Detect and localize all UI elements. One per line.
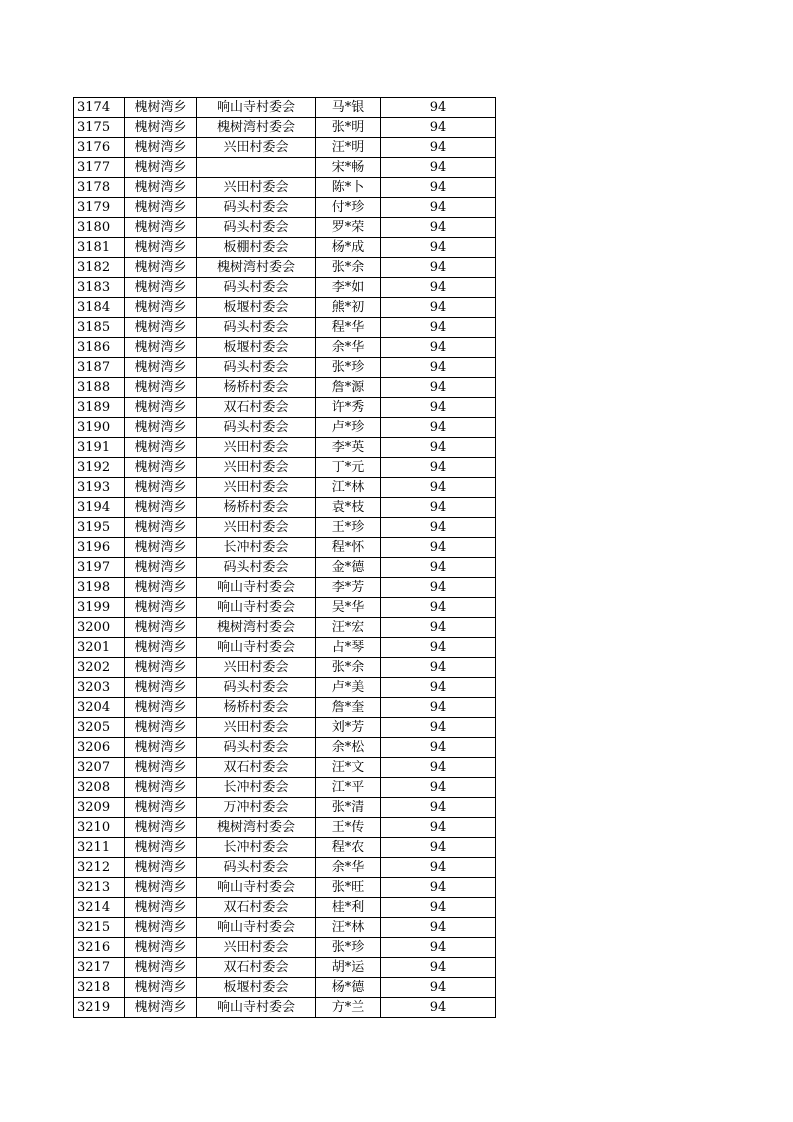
score-cell: 94 xyxy=(381,518,496,538)
score-cell: 94 xyxy=(381,138,496,158)
table-row xyxy=(74,238,496,258)
score-cell: 94 xyxy=(381,338,496,358)
record-number-cell: 3185 xyxy=(74,318,125,338)
township-cell: 槐树湾乡 xyxy=(125,998,197,1018)
village-committee-cell: 兴田村委会 xyxy=(197,938,316,958)
score-cell: 94 xyxy=(381,618,496,638)
table-row xyxy=(74,958,496,978)
township-cell: 槐树湾乡 xyxy=(125,418,197,438)
township-cell: 槐树湾乡 xyxy=(125,678,197,698)
village-committee-cell: 兴田村委会 xyxy=(197,438,316,458)
score-cell: 94 xyxy=(381,698,496,718)
score-cell: 94 xyxy=(381,358,496,378)
village-committee-cell: 双石村委会 xyxy=(197,958,316,978)
township-cell: 槐树湾乡 xyxy=(125,358,197,378)
table-row xyxy=(74,518,496,538)
score-cell: 94 xyxy=(381,318,496,338)
village-committee-cell: 码头村委会 xyxy=(197,558,316,578)
table-row xyxy=(74,178,496,198)
township-cell: 槐树湾乡 xyxy=(125,338,197,358)
score-cell: 94 xyxy=(381,478,496,498)
table-row xyxy=(74,918,496,938)
record-number-cell: 3179 xyxy=(74,198,125,218)
score-cell: 94 xyxy=(381,658,496,678)
score-cell: 94 xyxy=(381,598,496,618)
record-number-cell: 3214 xyxy=(74,898,125,918)
table-row xyxy=(74,418,496,438)
table-row xyxy=(74,938,496,958)
table-row xyxy=(74,438,496,458)
village-committee-cell: 码头村委会 xyxy=(197,198,316,218)
village-committee-cell: 板堰村委会 xyxy=(197,338,316,358)
score-cell: 94 xyxy=(381,938,496,958)
person-name-cell: 程*农 xyxy=(316,838,381,858)
score-cell: 94 xyxy=(381,838,496,858)
village-committee-cell: 码头村委会 xyxy=(197,678,316,698)
person-name-cell: 江*平 xyxy=(316,778,381,798)
person-name-cell: 张*余 xyxy=(316,658,381,678)
person-name-cell: 桂*利 xyxy=(316,898,381,918)
score-cell: 94 xyxy=(381,878,496,898)
record-number-cell: 3200 xyxy=(74,618,125,638)
village-committee-cell: 兴田村委会 xyxy=(197,718,316,738)
score-cell: 94 xyxy=(381,258,496,278)
township-cell: 槐树湾乡 xyxy=(125,778,197,798)
table-row xyxy=(74,498,496,518)
village-committee-cell: 板棚村委会 xyxy=(197,238,316,258)
record-number-cell: 3190 xyxy=(74,418,125,438)
table-row xyxy=(74,458,496,478)
village-committee-cell: 码头村委会 xyxy=(197,418,316,438)
table-row xyxy=(74,718,496,738)
record-number-cell: 3181 xyxy=(74,238,125,258)
score-cell: 94 xyxy=(381,898,496,918)
record-number-cell: 3210 xyxy=(74,818,125,838)
table-row xyxy=(74,538,496,558)
township-cell: 槐树湾乡 xyxy=(125,578,197,598)
table-row xyxy=(74,978,496,998)
record-number-cell: 3191 xyxy=(74,438,125,458)
table-row xyxy=(74,818,496,838)
person-name-cell: 袁*枝 xyxy=(316,498,381,518)
table-row xyxy=(74,658,496,678)
township-cell: 槐树湾乡 xyxy=(125,438,197,458)
score-cell: 94 xyxy=(381,158,496,178)
table-row xyxy=(74,738,496,758)
township-cell: 槐树湾乡 xyxy=(125,238,197,258)
record-number-cell: 3211 xyxy=(74,838,125,858)
score-cell: 94 xyxy=(381,118,496,138)
record-number-cell: 3205 xyxy=(74,718,125,738)
score-cell: 94 xyxy=(381,558,496,578)
table-row xyxy=(74,278,496,298)
table-row xyxy=(74,798,496,818)
person-name-cell: 卢*美 xyxy=(316,678,381,698)
village-committee-cell: 响山寺村委会 xyxy=(197,98,316,118)
score-cell: 94 xyxy=(381,378,496,398)
village-committee-cell: 兴田村委会 xyxy=(197,478,316,498)
record-number-cell: 3203 xyxy=(74,678,125,698)
township-cell: 槐树湾乡 xyxy=(125,918,197,938)
table-row xyxy=(74,878,496,898)
person-name-cell: 宋*畅 xyxy=(316,158,381,178)
village-committee-cell: 码头村委会 xyxy=(197,218,316,238)
person-name-cell: 胡*运 xyxy=(316,958,381,978)
township-cell: 槐树湾乡 xyxy=(125,878,197,898)
person-name-cell: 刘*芳 xyxy=(316,718,381,738)
score-cell: 94 xyxy=(381,98,496,118)
roster-body xyxy=(74,98,496,1018)
record-number-cell: 3183 xyxy=(74,278,125,298)
roster-table xyxy=(73,97,496,1018)
person-name-cell: 汪*明 xyxy=(316,138,381,158)
record-number-cell: 3209 xyxy=(74,798,125,818)
score-cell: 94 xyxy=(381,778,496,798)
person-name-cell: 罗*荣 xyxy=(316,218,381,238)
table-row xyxy=(74,858,496,878)
township-cell: 槐树湾乡 xyxy=(125,478,197,498)
person-name-cell: 詹*奎 xyxy=(316,698,381,718)
village-committee-cell: 长冲村委会 xyxy=(197,838,316,858)
table-row xyxy=(74,358,496,378)
village-committee-cell: 槐树湾村委会 xyxy=(197,818,316,838)
table-row xyxy=(74,138,496,158)
table-row xyxy=(74,578,496,598)
person-name-cell: 吴*华 xyxy=(316,598,381,618)
village-committee-cell: 槐树湾村委会 xyxy=(197,618,316,638)
table-row xyxy=(74,318,496,338)
person-name-cell: 金*德 xyxy=(316,558,381,578)
table-row xyxy=(74,998,496,1018)
score-cell: 94 xyxy=(381,398,496,418)
score-cell: 94 xyxy=(381,978,496,998)
township-cell: 槐树湾乡 xyxy=(125,978,197,998)
person-name-cell: 熊*初 xyxy=(316,298,381,318)
table-row xyxy=(74,298,496,318)
score-cell: 94 xyxy=(381,798,496,818)
table-row xyxy=(74,778,496,798)
village-committee-cell: 响山寺村委会 xyxy=(197,998,316,1018)
person-name-cell: 李*如 xyxy=(316,278,381,298)
township-cell: 槐树湾乡 xyxy=(125,118,197,138)
village-committee-cell: 杨桥村委会 xyxy=(197,498,316,518)
person-name-cell: 余*松 xyxy=(316,738,381,758)
person-name-cell: 丁*元 xyxy=(316,458,381,478)
person-name-cell: 张*珍 xyxy=(316,938,381,958)
record-number-cell: 3217 xyxy=(74,958,125,978)
township-cell: 槐树湾乡 xyxy=(125,498,197,518)
record-number-cell: 3188 xyxy=(74,378,125,398)
village-committee-cell: 双石村委会 xyxy=(197,398,316,418)
township-cell: 槐树湾乡 xyxy=(125,538,197,558)
record-number-cell: 3213 xyxy=(74,878,125,898)
table-row xyxy=(74,198,496,218)
score-cell: 94 xyxy=(381,718,496,738)
village-committee-cell: 码头村委会 xyxy=(197,358,316,378)
score-cell: 94 xyxy=(381,538,496,558)
table-row xyxy=(74,758,496,778)
record-number-cell: 3201 xyxy=(74,638,125,658)
score-cell: 94 xyxy=(381,918,496,938)
record-number-cell: 3177 xyxy=(74,158,125,178)
record-number-cell: 3215 xyxy=(74,918,125,938)
village-committee-cell: 长冲村委会 xyxy=(197,538,316,558)
table-row xyxy=(74,838,496,858)
record-number-cell: 3192 xyxy=(74,458,125,478)
township-cell: 槐树湾乡 xyxy=(125,198,197,218)
table-row xyxy=(74,898,496,918)
village-committee-cell: 万冲村委会 xyxy=(197,798,316,818)
table-row xyxy=(74,478,496,498)
score-cell: 94 xyxy=(381,738,496,758)
village-committee-cell: 响山寺村委会 xyxy=(197,918,316,938)
record-number-cell: 3202 xyxy=(74,658,125,678)
village-committee-cell: 响山寺村委会 xyxy=(197,878,316,898)
township-cell: 槐树湾乡 xyxy=(125,298,197,318)
person-name-cell: 杨*德 xyxy=(316,978,381,998)
person-name-cell: 汪*文 xyxy=(316,758,381,778)
table-row xyxy=(74,678,496,698)
table-row xyxy=(74,98,496,118)
person-name-cell: 张*清 xyxy=(316,798,381,818)
village-committee-cell: 板堰村委会 xyxy=(197,298,316,318)
table-row xyxy=(74,618,496,638)
record-number-cell: 3216 xyxy=(74,938,125,958)
table-row xyxy=(74,338,496,358)
score-cell: 94 xyxy=(381,458,496,478)
township-cell: 槐树湾乡 xyxy=(125,938,197,958)
person-name-cell: 方*兰 xyxy=(316,998,381,1018)
village-committee-cell: 杨桥村委会 xyxy=(197,698,316,718)
score-cell: 94 xyxy=(381,278,496,298)
township-cell: 槐树湾乡 xyxy=(125,698,197,718)
person-name-cell: 张*珍 xyxy=(316,358,381,378)
record-number-cell: 3219 xyxy=(74,998,125,1018)
person-name-cell: 詹*源 xyxy=(316,378,381,398)
record-number-cell: 3175 xyxy=(74,118,125,138)
score-cell: 94 xyxy=(381,178,496,198)
table-row xyxy=(74,598,496,618)
record-number-cell: 3198 xyxy=(74,578,125,598)
village-committee-cell: 双石村委会 xyxy=(197,898,316,918)
village-committee-cell: 兴田村委会 xyxy=(197,658,316,678)
person-name-cell: 李*芳 xyxy=(316,578,381,598)
person-name-cell: 陈*卜 xyxy=(316,178,381,198)
village-committee-cell: 码头村委会 xyxy=(197,318,316,338)
record-number-cell: 3207 xyxy=(74,758,125,778)
township-cell: 槐树湾乡 xyxy=(125,758,197,778)
person-name-cell: 程*怀 xyxy=(316,538,381,558)
score-cell: 94 xyxy=(381,238,496,258)
score-cell: 94 xyxy=(381,218,496,238)
township-cell: 槐树湾乡 xyxy=(125,138,197,158)
record-number-cell: 3204 xyxy=(74,698,125,718)
township-cell: 槐树湾乡 xyxy=(125,798,197,818)
score-cell: 94 xyxy=(381,418,496,438)
record-number-cell: 3218 xyxy=(74,978,125,998)
person-name-cell: 马*银 xyxy=(316,98,381,118)
village-committee-cell: 杨桥村委会 xyxy=(197,378,316,398)
person-name-cell: 王*传 xyxy=(316,818,381,838)
township-cell: 槐树湾乡 xyxy=(125,638,197,658)
township-cell: 槐树湾乡 xyxy=(125,818,197,838)
score-cell: 94 xyxy=(381,638,496,658)
record-number-cell: 3178 xyxy=(74,178,125,198)
score-cell: 94 xyxy=(381,198,496,218)
score-cell: 94 xyxy=(381,578,496,598)
record-number-cell: 3194 xyxy=(74,498,125,518)
record-number-cell: 3208 xyxy=(74,778,125,798)
township-cell: 槐树湾乡 xyxy=(125,838,197,858)
township-cell: 槐树湾乡 xyxy=(125,738,197,758)
township-cell: 槐树湾乡 xyxy=(125,858,197,878)
record-number-cell: 3182 xyxy=(74,258,125,278)
village-committee-cell: 码头村委会 xyxy=(197,858,316,878)
person-name-cell: 余*华 xyxy=(316,858,381,878)
score-cell: 94 xyxy=(381,818,496,838)
record-number-cell: 3196 xyxy=(74,538,125,558)
table-row xyxy=(74,398,496,418)
village-committee-cell: 兴田村委会 xyxy=(197,178,316,198)
record-number-cell: 3193 xyxy=(74,478,125,498)
score-cell: 94 xyxy=(381,298,496,318)
township-cell: 槐树湾乡 xyxy=(125,278,197,298)
table-row xyxy=(74,558,496,578)
record-number-cell: 3212 xyxy=(74,858,125,878)
township-cell: 槐树湾乡 xyxy=(125,658,197,678)
record-number-cell: 3197 xyxy=(74,558,125,578)
person-name-cell: 汪*林 xyxy=(316,918,381,938)
village-committee-cell: 长冲村委会 xyxy=(197,778,316,798)
score-cell: 94 xyxy=(381,678,496,698)
township-cell: 槐树湾乡 xyxy=(125,558,197,578)
person-name-cell: 张*余 xyxy=(316,258,381,278)
village-committee-cell: 响山寺村委会 xyxy=(197,598,316,618)
township-cell: 槐树湾乡 xyxy=(125,598,197,618)
score-cell: 94 xyxy=(381,758,496,778)
township-cell: 槐树湾乡 xyxy=(125,258,197,278)
village-committee-cell: 槐树湾村委会 xyxy=(197,118,316,138)
township-cell: 槐树湾乡 xyxy=(125,318,197,338)
score-cell: 94 xyxy=(381,998,496,1018)
score-cell: 94 xyxy=(381,498,496,518)
table-row xyxy=(74,378,496,398)
person-name-cell: 李*英 xyxy=(316,438,381,458)
township-cell: 槐树湾乡 xyxy=(125,618,197,638)
person-name-cell: 付*珍 xyxy=(316,198,381,218)
table-row xyxy=(74,218,496,238)
table-row xyxy=(74,118,496,138)
record-number-cell: 3174 xyxy=(74,98,125,118)
township-cell: 槐树湾乡 xyxy=(125,378,197,398)
person-name-cell: 汪*宏 xyxy=(316,618,381,638)
record-number-cell: 3186 xyxy=(74,338,125,358)
score-cell: 94 xyxy=(381,858,496,878)
village-committee-cell: 双石村委会 xyxy=(197,758,316,778)
score-cell: 94 xyxy=(381,438,496,458)
township-cell: 槐树湾乡 xyxy=(125,518,197,538)
village-committee-cell: 板堰村委会 xyxy=(197,978,316,998)
table-row xyxy=(74,638,496,658)
township-cell: 槐树湾乡 xyxy=(125,898,197,918)
township-cell: 槐树湾乡 xyxy=(125,458,197,478)
village-committee-cell: 兴田村委会 xyxy=(197,518,316,538)
record-number-cell: 3199 xyxy=(74,598,125,618)
village-committee-cell: 响山寺村委会 xyxy=(197,638,316,658)
record-number-cell: 3189 xyxy=(74,398,125,418)
village-committee-cell xyxy=(197,158,316,178)
person-name-cell: 王*珍 xyxy=(316,518,381,538)
person-name-cell: 程*华 xyxy=(316,318,381,338)
village-committee-cell: 响山寺村委会 xyxy=(197,578,316,598)
person-name-cell: 张*旺 xyxy=(316,878,381,898)
person-name-cell: 杨*成 xyxy=(316,238,381,258)
score-cell: 94 xyxy=(381,958,496,978)
person-name-cell: 占*琴 xyxy=(316,638,381,658)
township-cell: 槐树湾乡 xyxy=(125,158,197,178)
person-name-cell: 余*华 xyxy=(316,338,381,358)
person-name-cell: 张*明 xyxy=(316,118,381,138)
township-cell: 槐树湾乡 xyxy=(125,98,197,118)
record-number-cell: 3206 xyxy=(74,738,125,758)
record-number-cell: 3187 xyxy=(74,358,125,378)
record-number-cell: 3184 xyxy=(74,298,125,318)
township-cell: 槐树湾乡 xyxy=(125,178,197,198)
record-number-cell: 3195 xyxy=(74,518,125,538)
township-cell: 槐树湾乡 xyxy=(125,218,197,238)
record-number-cell: 3176 xyxy=(74,138,125,158)
table-row xyxy=(74,258,496,278)
village-committee-cell: 槐树湾村委会 xyxy=(197,258,316,278)
township-cell: 槐树湾乡 xyxy=(125,958,197,978)
person-name-cell: 卢*珍 xyxy=(316,418,381,438)
person-name-cell: 江*林 xyxy=(316,478,381,498)
record-number-cell: 3180 xyxy=(74,218,125,238)
village-committee-cell: 兴田村委会 xyxy=(197,458,316,478)
person-name-cell: 许*秀 xyxy=(316,398,381,418)
village-committee-cell: 兴田村委会 xyxy=(197,138,316,158)
table-row xyxy=(74,698,496,718)
township-cell: 槐树湾乡 xyxy=(125,718,197,738)
table-row xyxy=(74,158,496,178)
township-cell: 槐树湾乡 xyxy=(125,398,197,418)
village-committee-cell: 码头村委会 xyxy=(197,738,316,758)
village-committee-cell: 码头村委会 xyxy=(197,278,316,298)
